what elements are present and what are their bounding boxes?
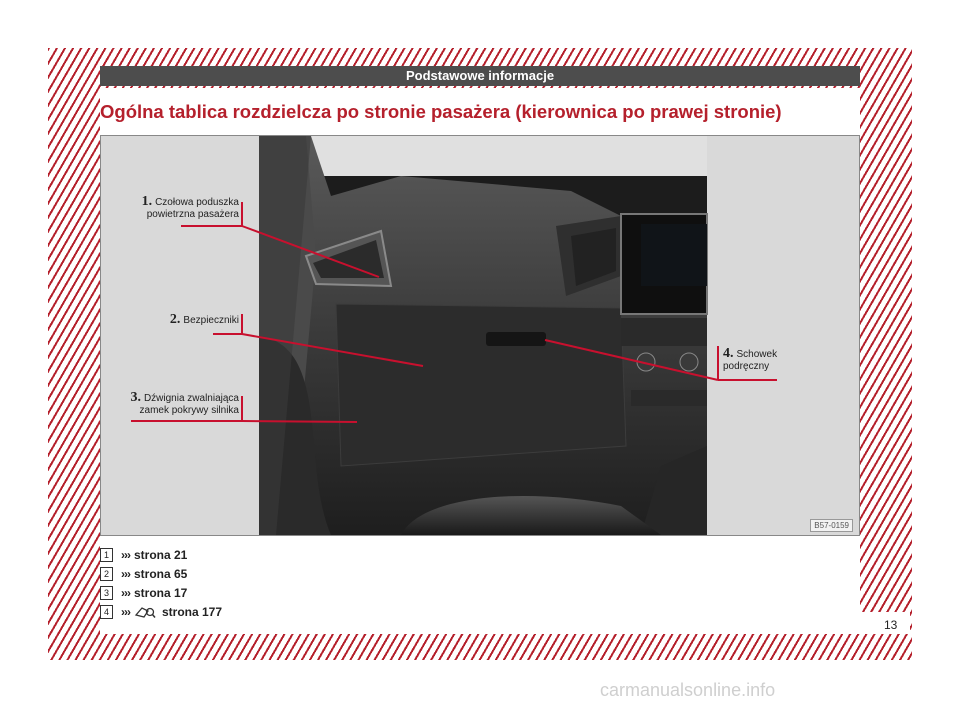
reference-item (100, 545, 222, 564)
callout-text: Dźwignia zwalniająca (143, 393, 239, 404)
dashboard-figure (100, 135, 860, 536)
reference-link[interactable]: strona 65 (134, 566, 188, 581)
callout-text: Czołowa poduszka (155, 197, 239, 208)
callout-text-line2: zamek pokrywy silnika (139, 405, 239, 416)
arrows-icon: ››› (121, 566, 130, 581)
callout-number: 2. (169, 312, 181, 327)
arrows-icon: ››› (121, 585, 130, 600)
reference-number: 3 (100, 586, 113, 600)
reference-link[interactable]: strona 177 (162, 604, 223, 619)
reference-item (100, 564, 222, 583)
reference-item (100, 602, 222, 621)
reference-number: 1 (100, 548, 113, 562)
reference-item (100, 583, 222, 602)
callout-text-line2: podręczny (723, 361, 770, 372)
callout-number: 4. (723, 346, 734, 361)
page-title: Ogólna tablica rozdzielcza po stronie pasażera (kierownica po prawej stronie) (100, 101, 782, 122)
section-header: Podstawowe informacje (100, 66, 860, 86)
callout-1 (115, 196, 239, 221)
callout-number: 3. (130, 390, 141, 405)
watermark: carmanualsonline.info (600, 680, 776, 700)
callout-number: 1. (141, 194, 153, 209)
callout-2 (115, 314, 239, 327)
cover-search-icon (134, 605, 156, 619)
callout-text-line2: powietrzna pasażera (146, 209, 239, 220)
callout-4 (723, 348, 803, 373)
callout-3 (105, 392, 239, 417)
reference-link[interactable]: strona 21 (134, 547, 188, 562)
reference-number: 4 (100, 605, 113, 619)
page-number: 13 (884, 618, 898, 632)
callout-text: Bezpieczniki (183, 315, 239, 326)
reference-link[interactable]: strona 17 (134, 585, 188, 600)
reference-number: 2 (100, 567, 113, 581)
callout-text: Schowek (736, 349, 778, 360)
reference-list (100, 545, 222, 621)
arrows-icon: ››› (121, 604, 130, 619)
figure-code: B57-0159 (810, 519, 853, 532)
arrows-icon: ››› (121, 547, 130, 562)
